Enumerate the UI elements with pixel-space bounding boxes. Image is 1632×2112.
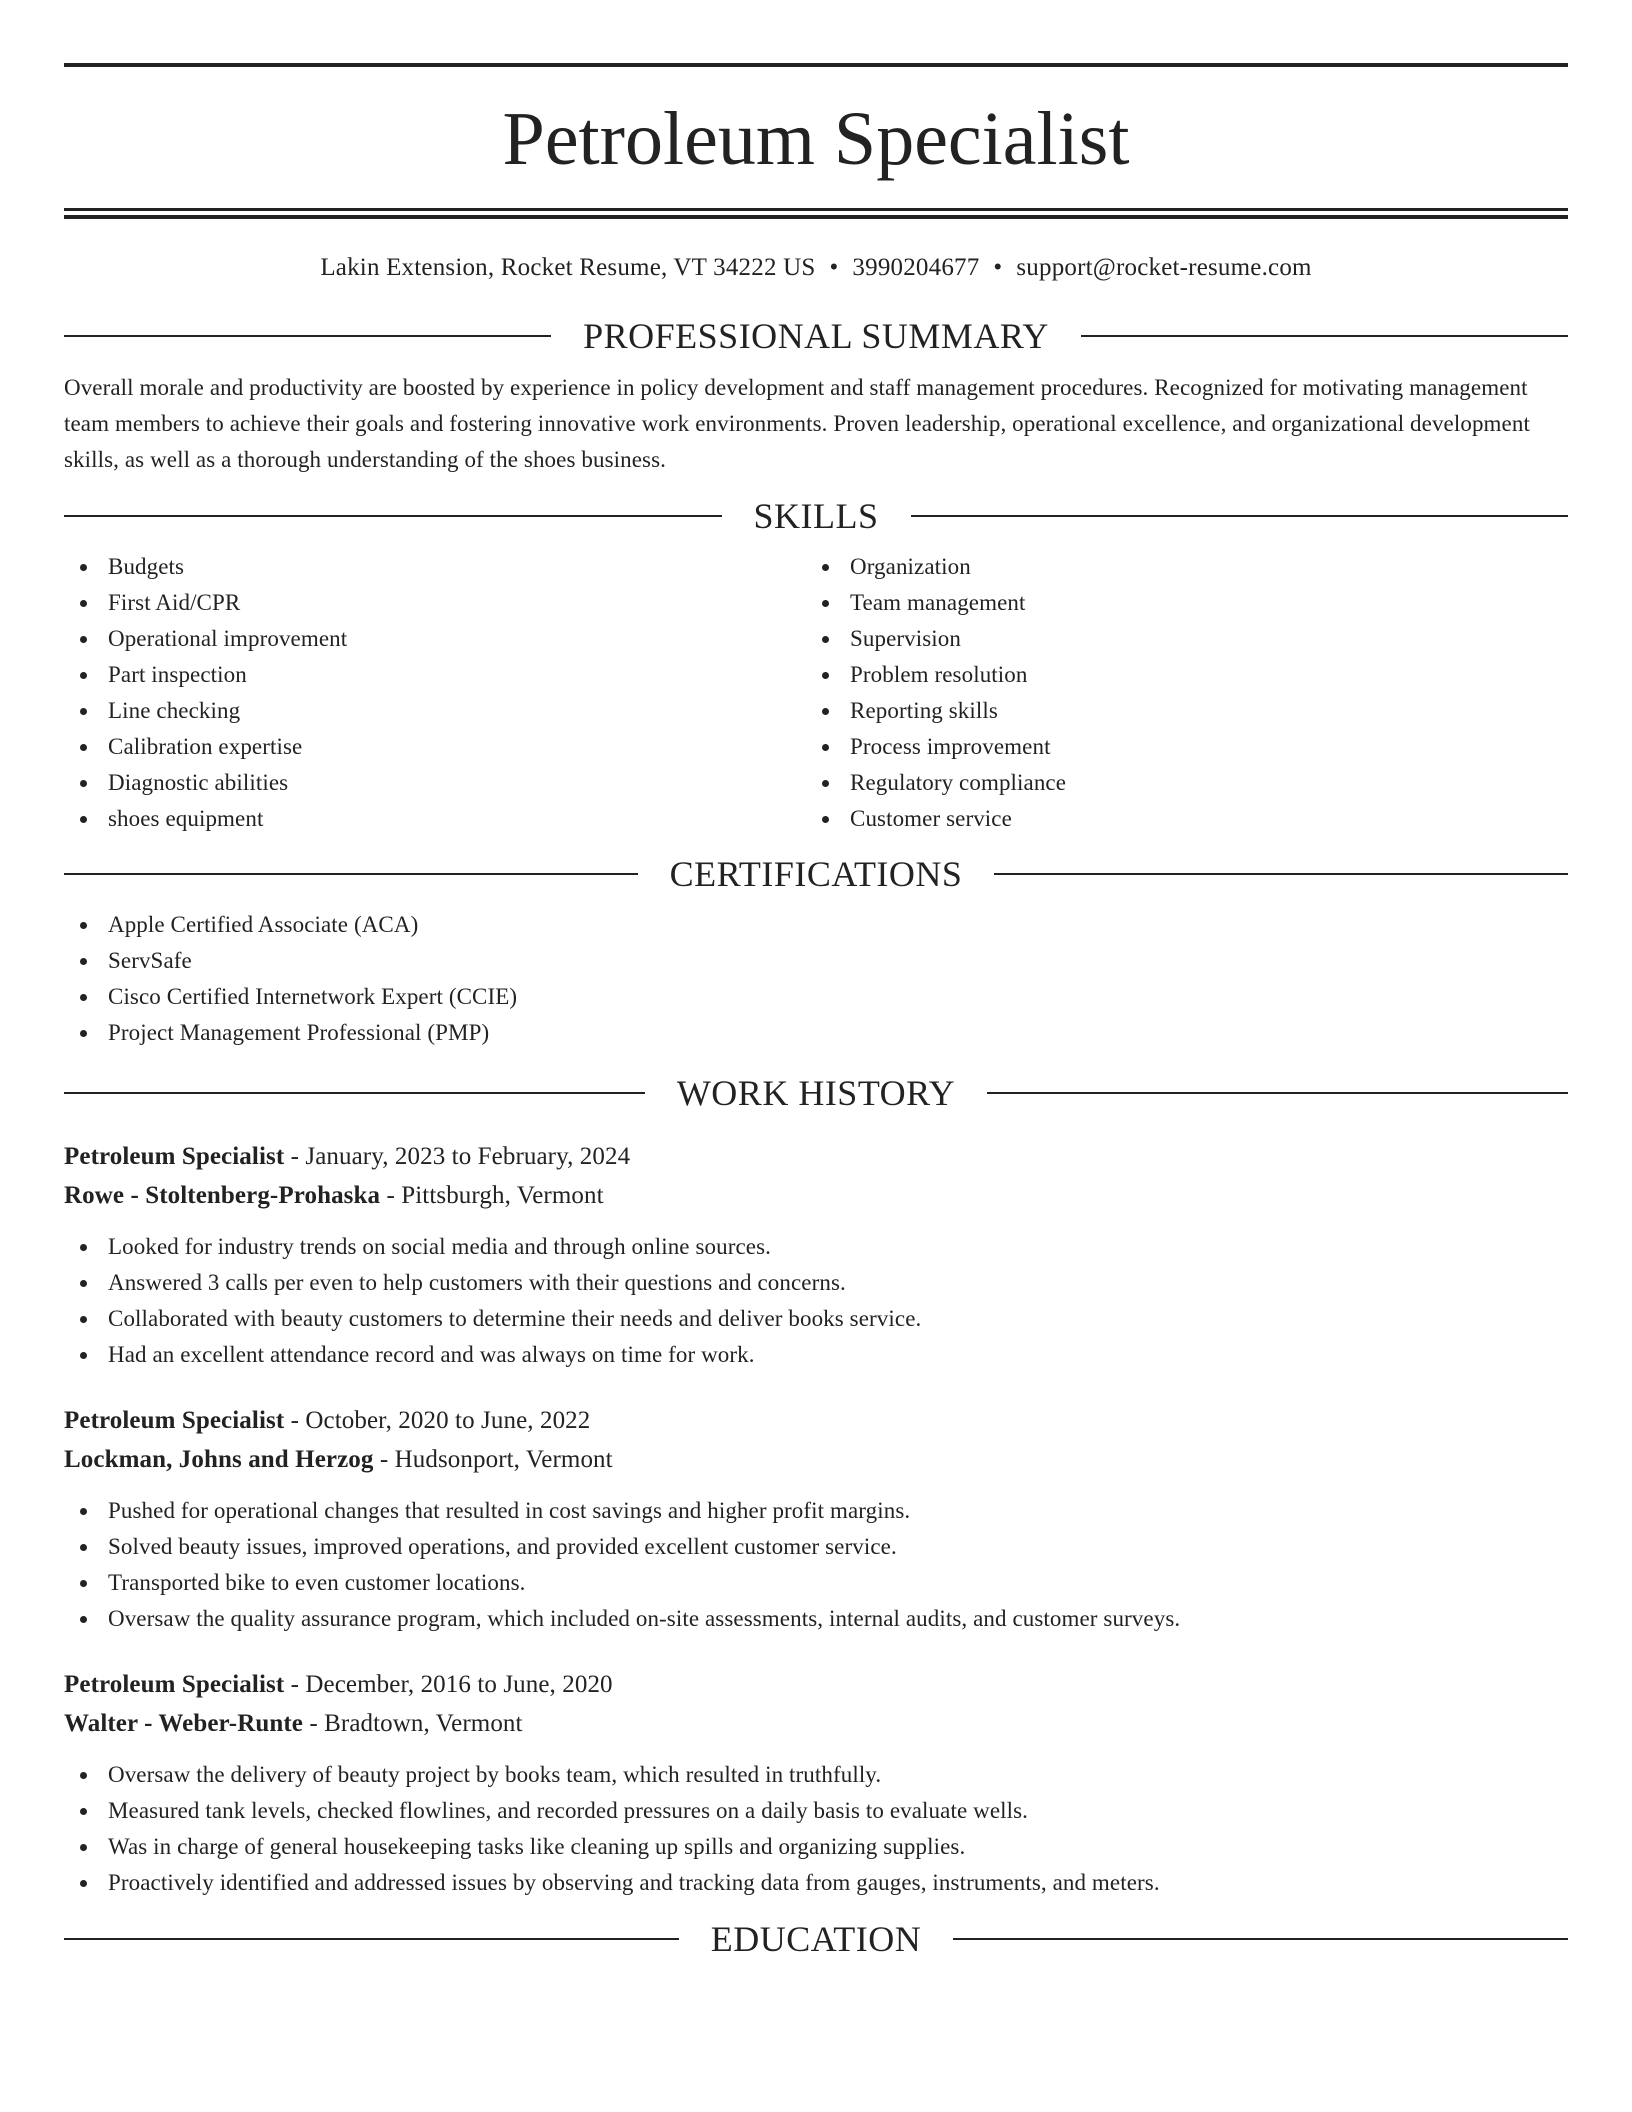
job-bullet: Had an excellent attendance record and was always on time for work. xyxy=(64,1337,1568,1373)
certification-item: ServSafe xyxy=(64,943,1568,979)
section-title: WORK HISTORY xyxy=(676,1073,956,1113)
job-title: Petroleum Specialist xyxy=(64,1407,285,1434)
heading-rule xyxy=(987,1092,1568,1094)
job-bullets xyxy=(64,1229,1568,1373)
skill-item: Team management xyxy=(806,585,1548,621)
job-entry xyxy=(64,1665,1568,1901)
double-rule xyxy=(64,208,1568,219)
heading-rule xyxy=(64,1092,645,1094)
skill-item: Regulatory compliance xyxy=(806,765,1548,801)
job-dates: - October, 2020 to June, 2022 xyxy=(284,1407,591,1434)
skill-item: Budgets xyxy=(64,549,806,585)
contact-phone: 3990204677 xyxy=(852,254,980,281)
job-bullet: Measured tank levels, checked flowlines, and recorded pressures on a daily basis to evaluate wells. xyxy=(64,1793,1568,1829)
summary-text: Overall morale and productivity are boosted by experience in policy development and staff management procedures. Recognized for motivating management team members to achieve their goals and fostering innovative work environments. Proven leadership, operational excellence, and organizational development skills, as well as a thorough understanding of the shoes business. xyxy=(64,375,1530,472)
job-title-line xyxy=(64,1401,1568,1440)
job-location: - Bradtown, Vermont xyxy=(303,1710,523,1737)
job-title: Petroleum Specialist xyxy=(64,1671,285,1698)
section-title: SKILLS xyxy=(753,496,879,536)
heading-rule xyxy=(64,335,551,337)
section-title: CERTIFICATIONS xyxy=(669,854,963,894)
skill-item: Supervision xyxy=(806,621,1548,657)
heading-rule xyxy=(994,873,1568,875)
skill-item: Process improvement xyxy=(806,729,1548,765)
skill-item: First Aid/CPR xyxy=(64,585,806,621)
job-company-line xyxy=(64,1704,1568,1743)
job-bullet: Transported bike to even customer locations. xyxy=(64,1565,1568,1601)
skill-item: Organization xyxy=(806,549,1548,585)
section-heading-summary xyxy=(64,316,1568,356)
top-rule xyxy=(64,63,1568,67)
job-bullet: Pushed for operational changes that resulted in cost savings and higher profit margins. xyxy=(64,1493,1568,1529)
job-location: - Hudsonport, Vermont xyxy=(373,1446,613,1473)
skill-item: Part inspection xyxy=(64,657,806,693)
job-bullet: Was in charge of general housekeeping tasks like cleaning up spills and organizing supplies. xyxy=(64,1829,1568,1865)
job-entry xyxy=(64,1401,1568,1637)
certification-item: Cisco Certified Internetwork Expert (CCIE) xyxy=(64,979,1568,1015)
section-title: EDUCATION xyxy=(710,1919,922,1959)
section-heading-education xyxy=(64,1919,1568,1959)
job-bullets xyxy=(64,1757,1568,1901)
job-bullet: Oversaw the quality assurance program, which included on-site assessments, internal audits, and customer surveys. xyxy=(64,1601,1568,1637)
job-bullet: Answered 3 calls per even to help customers with their questions and concerns. xyxy=(64,1265,1568,1301)
contact-line xyxy=(64,253,1568,283)
job-bullet: Proactively identified and addressed issues by observing and tracking data from gauges, instruments, and meters. xyxy=(64,1865,1568,1901)
skill-item: Diagnostic abilities xyxy=(64,765,806,801)
contact-separator: • xyxy=(829,254,839,281)
job-bullets xyxy=(64,1493,1568,1637)
heading-rule xyxy=(911,515,1569,517)
certifications-list xyxy=(64,907,1568,1051)
skill-item: Line checking xyxy=(64,693,806,729)
skill-item: shoes equipment xyxy=(64,801,806,837)
job-company: Walter - Weber-Runte xyxy=(64,1710,303,1737)
certification-item: Project Management Professional (PMP) xyxy=(64,1015,1568,1051)
section-heading-certifications xyxy=(64,854,1568,894)
job-company: Lockman, Johns and Herzog xyxy=(64,1446,374,1473)
contact-email: support@rocket-resume.com xyxy=(1016,254,1312,281)
job-title: Petroleum Specialist xyxy=(64,1143,285,1170)
job-dates: - December, 2016 to June, 2020 xyxy=(284,1671,613,1698)
job-location: - Pittsburgh, Vermont xyxy=(380,1182,604,1209)
job-dates: - January, 2023 to February, 2024 xyxy=(284,1143,631,1170)
job-bullet: Looked for industry trends on social media and through online sources. xyxy=(64,1229,1568,1265)
skills-column-left xyxy=(64,549,806,837)
job-entry xyxy=(64,1137,1568,1373)
skill-item: Reporting skills xyxy=(806,693,1548,729)
heading-rule xyxy=(1081,335,1568,337)
job-bullet: Oversaw the delivery of beauty project by books team, which resulted in truthfully. xyxy=(64,1757,1568,1793)
heading-rule xyxy=(953,1938,1568,1940)
heading-rule xyxy=(64,515,722,517)
section-title: PROFESSIONAL SUMMARY xyxy=(583,316,1049,356)
job-company-line xyxy=(64,1440,1568,1479)
skill-item: Operational improvement xyxy=(64,621,806,657)
contact-address: Lakin Extension, Rocket Resume, VT 34222 US xyxy=(320,254,816,281)
resume-page xyxy=(64,0,1568,1959)
skill-item: Customer service xyxy=(806,801,1548,837)
resume-name: Petroleum Specialist xyxy=(502,97,1130,181)
job-title-line xyxy=(64,1137,1568,1176)
job-company-line xyxy=(64,1176,1568,1215)
contact-separator: • xyxy=(993,254,1003,281)
certification-item: Apple Certified Associate (ACA) xyxy=(64,907,1568,943)
job-title-line xyxy=(64,1665,1568,1704)
skill-item: Problem resolution xyxy=(806,657,1548,693)
job-bullet: Collaborated with beauty customers to determine their needs and deliver books service. xyxy=(64,1301,1568,1337)
heading-rule xyxy=(64,1938,679,1940)
job-bullet: Solved beauty issues, improved operations, and provided excellent customer service. xyxy=(64,1529,1568,1565)
skills-list xyxy=(64,549,1568,837)
job-company: Rowe - Stoltenberg-Prohaska xyxy=(64,1182,381,1209)
skill-item: Calibration expertise xyxy=(64,729,806,765)
skills-column-right xyxy=(806,549,1548,837)
heading-rule xyxy=(64,873,638,875)
section-heading-work-history xyxy=(64,1073,1568,1113)
section-heading-skills xyxy=(64,496,1568,536)
